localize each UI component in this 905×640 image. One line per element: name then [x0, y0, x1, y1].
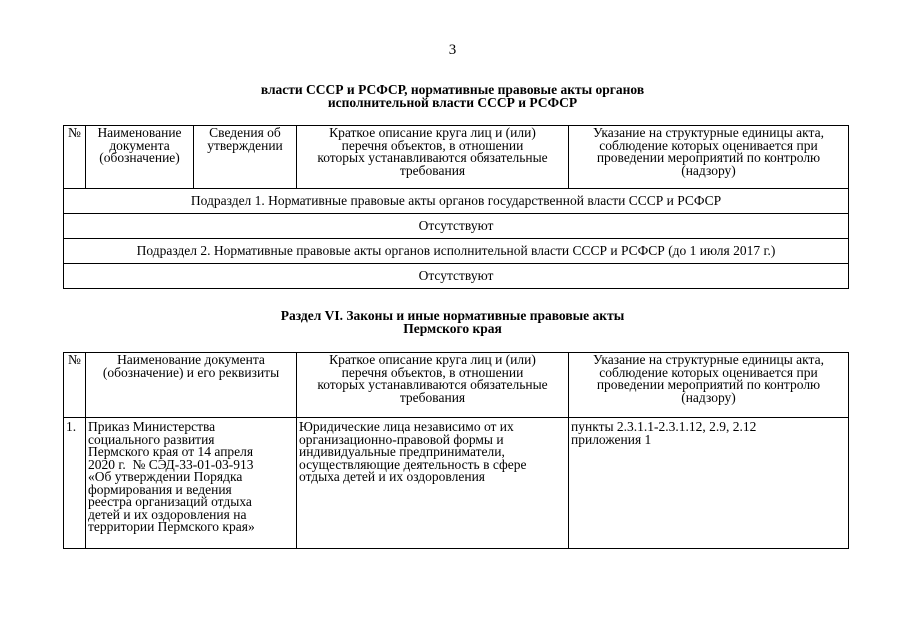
header-line: соблюдение которых оценивается при — [599, 137, 818, 153]
table-row — [64, 264, 849, 289]
cell-line: приложения 1 — [571, 431, 652, 447]
header-line: Указание на структурные единицы акта, — [593, 352, 824, 367]
row-description — [297, 418, 569, 549]
header-line: которых устанавливаются обязательные — [317, 150, 548, 165]
subsection-1-title: Подраздел 1. Нормативные правовые акты органов государственной власти СССР и РСФСР — [64, 189, 849, 214]
header-line: (надзору) — [681, 162, 736, 178]
section5-heading-continuation — [0, 83, 905, 109]
cell-line: Пермского края от 14 апреля — [88, 444, 254, 459]
table-row — [64, 239, 849, 264]
header-line: проведении мероприятий по контролю — [596, 150, 821, 165]
absent-note: Отсутствуют — [64, 264, 849, 289]
header-line: соблюдение которых оценивается при — [599, 364, 818, 380]
row-number: 1. — [64, 418, 86, 549]
cell-line: «Об утверждении Порядка — [88, 469, 243, 484]
table-row — [64, 214, 849, 239]
header-structural-units — [569, 353, 849, 418]
section6-heading — [0, 309, 905, 335]
row-document-name — [86, 418, 297, 549]
header-description — [297, 126, 569, 189]
cell-line: детей и их оздоровления на — [88, 506, 247, 522]
row-structural-units — [569, 418, 849, 549]
cell-line: Юридические лица независимо от их — [299, 419, 514, 434]
heading-line: Раздел VI. Законы и иные нормативные правовые акты — [280, 308, 625, 323]
cell-line: Приказ Министерства — [88, 419, 216, 434]
absent-note: Отсутствуют — [64, 214, 849, 239]
table-header-row — [64, 353, 849, 418]
header-line: Наименование документа — [117, 352, 265, 367]
page-number: 3 — [448, 42, 457, 58]
heading-line: власти СССР и РСФСР, нормативные правовые акты органов — [260, 82, 645, 97]
cell-line: пункты 2.3.1.1-2.3.1.12, 2.9, 2.12 — [571, 419, 757, 434]
ussr-acts-table — [63, 125, 849, 289]
perm-krai-acts-table — [63, 352, 849, 549]
header-line: утверждении — [207, 137, 283, 153]
header-line: Сведения об — [209, 125, 281, 140]
header-line: перечня объектов, в отношении — [341, 364, 524, 380]
header-line: перечня объектов, в отношении — [341, 137, 524, 153]
subsection-2-title: Подраздел 2. Нормативные правовые акты органов исполнительной власти СССР и РСФСР (до 1 июля 2017 г.) — [64, 239, 849, 264]
cell-line: организационно-правовой формы и — [299, 431, 504, 447]
header-structural-units — [569, 126, 849, 189]
heading-line: Пермского края — [403, 321, 502, 336]
header-description — [297, 353, 569, 418]
header-number: № — [64, 353, 86, 418]
header-line: которых устанавливаются обязательные — [317, 377, 548, 392]
heading-line: исполнительной власти СССР и РСФСР — [327, 95, 578, 110]
cell-line: отдыха детей и их оздоровления — [299, 469, 486, 484]
table-row — [64, 418, 849, 549]
header-line: Краткое описание круга лиц и (или) — [329, 352, 536, 367]
header-line: (надзору) — [681, 389, 736, 405]
header-line: требования — [399, 162, 466, 178]
cell-line: формирования и ведения — [88, 481, 232, 497]
cell-line: индивидуальные предприниматели, — [299, 444, 505, 459]
header-line: Указание на структурные единицы акта, — [593, 125, 824, 140]
cell-line: социального развития — [88, 431, 215, 447]
cell-line: 2020 г. № СЭД-33-01-03-913 — [88, 456, 254, 472]
table-header-row — [64, 126, 849, 189]
header-line: (обозначение) и его реквизиты — [102, 364, 280, 380]
header-line: требования — [399, 389, 466, 405]
cell-line: территории Пермского края» — [88, 519, 255, 534]
header-document-name — [86, 353, 297, 418]
header-line: Краткое описание круга лиц и (или) — [329, 125, 536, 140]
header-number: № — [64, 126, 86, 189]
header-approval-info — [194, 126, 297, 189]
header-line: (обозначение) — [99, 150, 180, 165]
header-line: документа — [109, 137, 170, 153]
header-line: Наименование — [97, 125, 182, 140]
header-document-name — [86, 126, 194, 189]
table-row — [64, 189, 849, 214]
header-line: проведении мероприятий по контролю — [596, 377, 821, 392]
cell-line: реестра организаций отдыха — [88, 494, 252, 509]
cell-line: осуществляющие деятельность в сфере — [299, 456, 527, 472]
